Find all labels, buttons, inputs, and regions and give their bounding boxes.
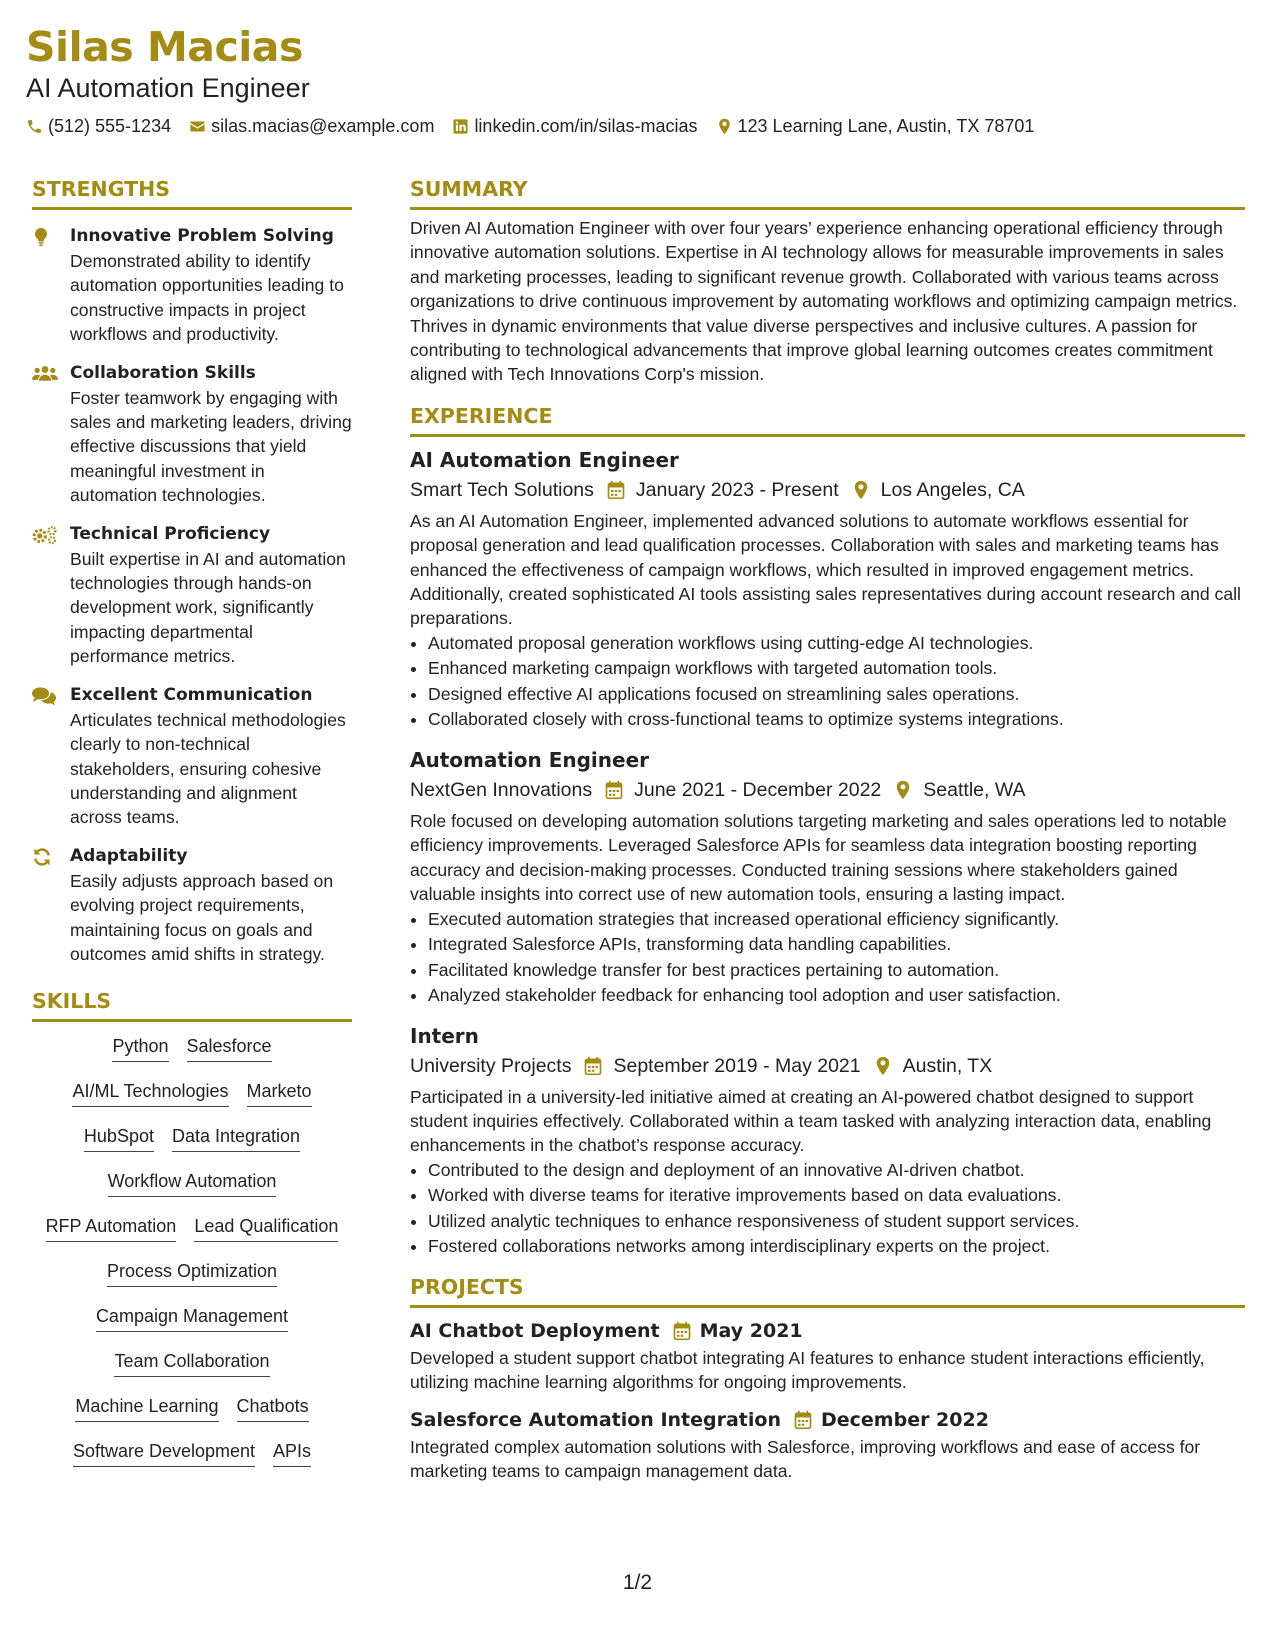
skill-tag: Machine Learning bbox=[75, 1394, 218, 1422]
job-dates: January 2023 - Present bbox=[635, 478, 839, 501]
contact-address bbox=[716, 116, 1035, 137]
users-icon bbox=[32, 364, 58, 382]
summary-divider bbox=[410, 207, 1245, 210]
strength-item bbox=[32, 361, 352, 508]
calendar-icon bbox=[793, 1410, 813, 1430]
project-header bbox=[410, 1405, 1245, 1435]
project-header bbox=[410, 1316, 1245, 1346]
project-entry bbox=[410, 1405, 1245, 1484]
skills-divider bbox=[32, 1019, 352, 1022]
contact-phone bbox=[26, 116, 171, 137]
address-text: 123 Learning Lane, Austin, TX 78701 bbox=[737, 116, 1035, 136]
project-description: Developed a student support chatbot integrating AI features to enhance student interactions efficiently, utilizing machine learning algorithms for ongoing improvements. bbox=[410, 1347, 1205, 1393]
skill-tag: Team Collaboration bbox=[114, 1349, 269, 1377]
job-bullet: • Fostered collaborations networks among interdisciplinary experts on the project. bbox=[428, 1234, 1245, 1260]
job-bullet: • Worked with diverse teams for iterative improvements based on data evaluations. bbox=[428, 1183, 1245, 1209]
skill-tag: Process Optimization bbox=[107, 1259, 277, 1287]
job-dates: September 2019 - May 2021 bbox=[613, 1054, 861, 1077]
strength-item bbox=[32, 522, 352, 669]
strengths-divider bbox=[32, 207, 352, 210]
right-column bbox=[410, 176, 1245, 1483]
skill-tag: Chatbots bbox=[237, 1394, 309, 1422]
project-entry bbox=[410, 1316, 1245, 1395]
project-title: AI Chatbot Deployment bbox=[410, 1319, 660, 1342]
linkedin-icon bbox=[452, 118, 469, 135]
job-location: Seattle, WA bbox=[923, 778, 1026, 801]
candidate-title: AI Automation Engineer bbox=[26, 73, 310, 103]
job-bullets bbox=[410, 1158, 1245, 1260]
projects-heading: PROJECTS bbox=[410, 1274, 524, 1299]
project-date: December 2022 bbox=[820, 1408, 989, 1431]
calendar-icon bbox=[583, 1056, 603, 1076]
map-pin-icon bbox=[716, 118, 733, 135]
strength-desc: Foster teamwork by engaging with sales and marketing leaders, driving effective discussions that yield meaningful investment in automation technologies. bbox=[70, 387, 352, 506]
job-company: University Projects bbox=[410, 1054, 572, 1077]
project-description: Integrated complex automation solutions with Salesforce, improving workflows and ease of access for marketing teams to campaign management data. bbox=[410, 1436, 1201, 1481]
job-title: Automation Engineer bbox=[410, 747, 650, 772]
comments-icon bbox=[32, 686, 56, 706]
skill-tag: RFP Automation bbox=[46, 1214, 177, 1242]
job-dates: June 2021 - December 2022 bbox=[634, 778, 882, 801]
contact-linkedin[interactable] bbox=[452, 116, 697, 137]
job-bullet: • Executed automation strategies that increased operational efficiency significantly. bbox=[428, 907, 1245, 933]
gears-icon bbox=[32, 525, 58, 545]
job-company: Smart Tech Solutions bbox=[410, 478, 594, 501]
skill-tag: Marketo bbox=[247, 1079, 312, 1107]
envelope-icon bbox=[189, 118, 206, 135]
strength-title: Adaptability bbox=[70, 845, 188, 866]
job-bullets bbox=[410, 631, 1245, 733]
strength-item bbox=[32, 844, 352, 967]
map-pin-icon bbox=[851, 480, 871, 500]
sync-icon bbox=[32, 847, 52, 867]
job-bullet: • Integrated Salesforce APIs, transforming data handling capabilities. bbox=[428, 932, 1245, 958]
job-bullet: • Utilized analytic techniques to enhance responsiveness of student support services. bbox=[428, 1209, 1245, 1235]
experience-heading: EXPERIENCE bbox=[410, 403, 553, 428]
map-pin-icon bbox=[873, 1056, 893, 1076]
job-bullet: • Analyzed stakeholder feedback for enhancing tool adoption and user satisfaction. bbox=[428, 983, 1245, 1009]
job-title: Intern bbox=[410, 1023, 479, 1048]
email-text[interactable]: silas.macias@example.com bbox=[211, 116, 435, 136]
project-date: May 2021 bbox=[699, 1319, 803, 1342]
experience-divider bbox=[410, 434, 1245, 437]
job-entry bbox=[410, 745, 1245, 1009]
left-column bbox=[32, 176, 352, 1484]
strength-item bbox=[32, 224, 352, 347]
map-pin-icon bbox=[893, 780, 913, 800]
projects-section bbox=[410, 1274, 1245, 1484]
summary-heading: SUMMARY bbox=[410, 177, 528, 201]
strength-desc: Articulates technical methodologies clearly to non-technical stakeholders, ensuring cohesive understanding and alignment across teams. bbox=[70, 709, 346, 828]
job-bullet: • Facilitated knowledge transfer for best practices pertaining to automation. bbox=[428, 958, 1245, 984]
lightbulb-icon bbox=[32, 227, 50, 247]
job-description: Role focused on developing automation solutions targeting marketing and sales operations led to notable efficiency improvements. Leveraged Salesforce APIs for seamless data integration boosting reporting accuracy and decision-making processes. Conducted training sessions where stakeholders gained valuable insights into correct use of new automation tools, ensuring a lasting impact. bbox=[410, 810, 1227, 905]
job-meta bbox=[410, 775, 1245, 805]
strengths-heading: STRENGTHS bbox=[32, 177, 171, 201]
skill-tag: APIs bbox=[273, 1439, 311, 1467]
skill-tag: Python bbox=[112, 1034, 168, 1062]
phone-text: (512) 555-1234 bbox=[48, 116, 172, 136]
contact-email[interactable] bbox=[189, 116, 434, 137]
skills-list bbox=[32, 1034, 352, 1484]
strength-desc: Easily adjusts approach based on evolving project requirements, maintaining focus on goals and outcomes amid shifts in strategy. bbox=[70, 870, 334, 964]
contact-bar bbox=[26, 116, 1246, 137]
calendar-icon bbox=[606, 480, 626, 500]
job-meta bbox=[410, 1051, 1245, 1081]
strength-title: Technical Proficiency bbox=[70, 523, 271, 544]
job-bullet: • Enhanced marketing campaign workflows with targeted automation tools. bbox=[428, 656, 1245, 682]
strengths-section bbox=[32, 176, 352, 966]
project-title: Salesforce Automation Integration bbox=[410, 1408, 781, 1431]
skill-tag: Data Integration bbox=[172, 1124, 300, 1152]
skill-tag: HubSpot bbox=[84, 1124, 154, 1152]
skill-tag: Salesforce bbox=[187, 1034, 272, 1062]
job-company: NextGen Innovations bbox=[410, 778, 593, 801]
candidate-name: Silas Macias bbox=[26, 23, 303, 71]
summary-text: Driven AI Automation Engineer with over four years’ experience enhancing operational efficiency through innovative automation solutions. Expertise in AI technology allows for measurable improvements in sales and marketing processes, leading to significant revenue growth. Collaborated with various teams across organizations to drive continuous improvement by automating workflows and optimizing campaign metrics. Thrives in dynamic environments that value diverse perspectives and inclusive cultures. A passion for contributing to technological advancements that improve global learning outcomes creates commitment aligned with Tech Innovations Corp's mission. bbox=[410, 218, 1238, 385]
skill-tag: Campaign Management bbox=[96, 1304, 288, 1332]
strength-title: Collaboration Skills bbox=[70, 362, 256, 383]
phone-icon bbox=[26, 118, 43, 135]
skills-heading: SKILLS bbox=[32, 989, 112, 1014]
job-entry bbox=[410, 1021, 1245, 1260]
job-bullet: • Collaborated closely with cross-functional teams to optimize systems integrations. bbox=[428, 707, 1245, 733]
calendar-icon bbox=[604, 780, 624, 800]
job-bullet: • Automated proposal generation workflows using cutting-edge AI technologies. bbox=[428, 631, 1245, 657]
resume-header bbox=[26, 22, 1246, 137]
job-location: Austin, TX bbox=[902, 1054, 993, 1077]
page-number: 1/2 bbox=[622, 1571, 653, 1594]
job-meta bbox=[410, 475, 1245, 505]
job-description: As an AI Automation Engineer, implemented advanced solutions to automate workflows essential for proposal generation and lead qualification processes. Collaboration with sales and marketing teams has enhanced the effectiveness of campaign workflows, which resulted in improved engagement metrics. Additionally, created sophisticated AI tools assisting sales representatives during account research and call preparations. bbox=[410, 510, 1241, 629]
skill-tag: Software Development bbox=[73, 1439, 255, 1467]
strength-title: Excellent Communication bbox=[70, 684, 313, 705]
summary-section bbox=[410, 176, 1245, 387]
job-bullet: • Designed effective AI applications focused on streamlining sales operations. bbox=[428, 682, 1245, 708]
skills-section bbox=[32, 988, 352, 1484]
strength-title: Innovative Problem Solving bbox=[70, 226, 334, 246]
experience-section bbox=[410, 403, 1245, 1260]
linkedin-text[interactable]: linkedin.com/in/silas-macias bbox=[474, 116, 698, 136]
skill-tag: Lead Qualification bbox=[194, 1214, 338, 1242]
strength-desc: Demonstrated ability to identify automation opportunities leading to constructive impacts in project workflows and productivity. bbox=[70, 251, 344, 345]
job-entry bbox=[410, 445, 1245, 733]
skill-tag: AI/ML Technologies bbox=[72, 1079, 228, 1107]
job-location: Los Angeles, CA bbox=[880, 478, 1025, 501]
calendar-icon bbox=[672, 1321, 692, 1341]
strength-desc: Built expertise in AI and automation technologies through hands-on development work, significantly impacting departmental performance metrics. bbox=[70, 548, 346, 667]
skill-tag: Workflow Automation bbox=[108, 1169, 277, 1197]
projects-divider bbox=[410, 1305, 1245, 1308]
job-title: AI Automation Engineer bbox=[410, 447, 679, 472]
job-bullets bbox=[410, 907, 1245, 1009]
job-description: Participated in a university-led initiative aimed at creating an AI-powered chatbot designed to support student inquiries effectively. Collaborated within a team tasked with analyzing interaction data, enabling enhancements in the chatbot’s response accuracy. bbox=[410, 1086, 1212, 1156]
job-bullet: • Contributed to the design and deployment of an innovative AI-driven chatbot. bbox=[428, 1158, 1245, 1184]
strength-item bbox=[32, 683, 352, 830]
